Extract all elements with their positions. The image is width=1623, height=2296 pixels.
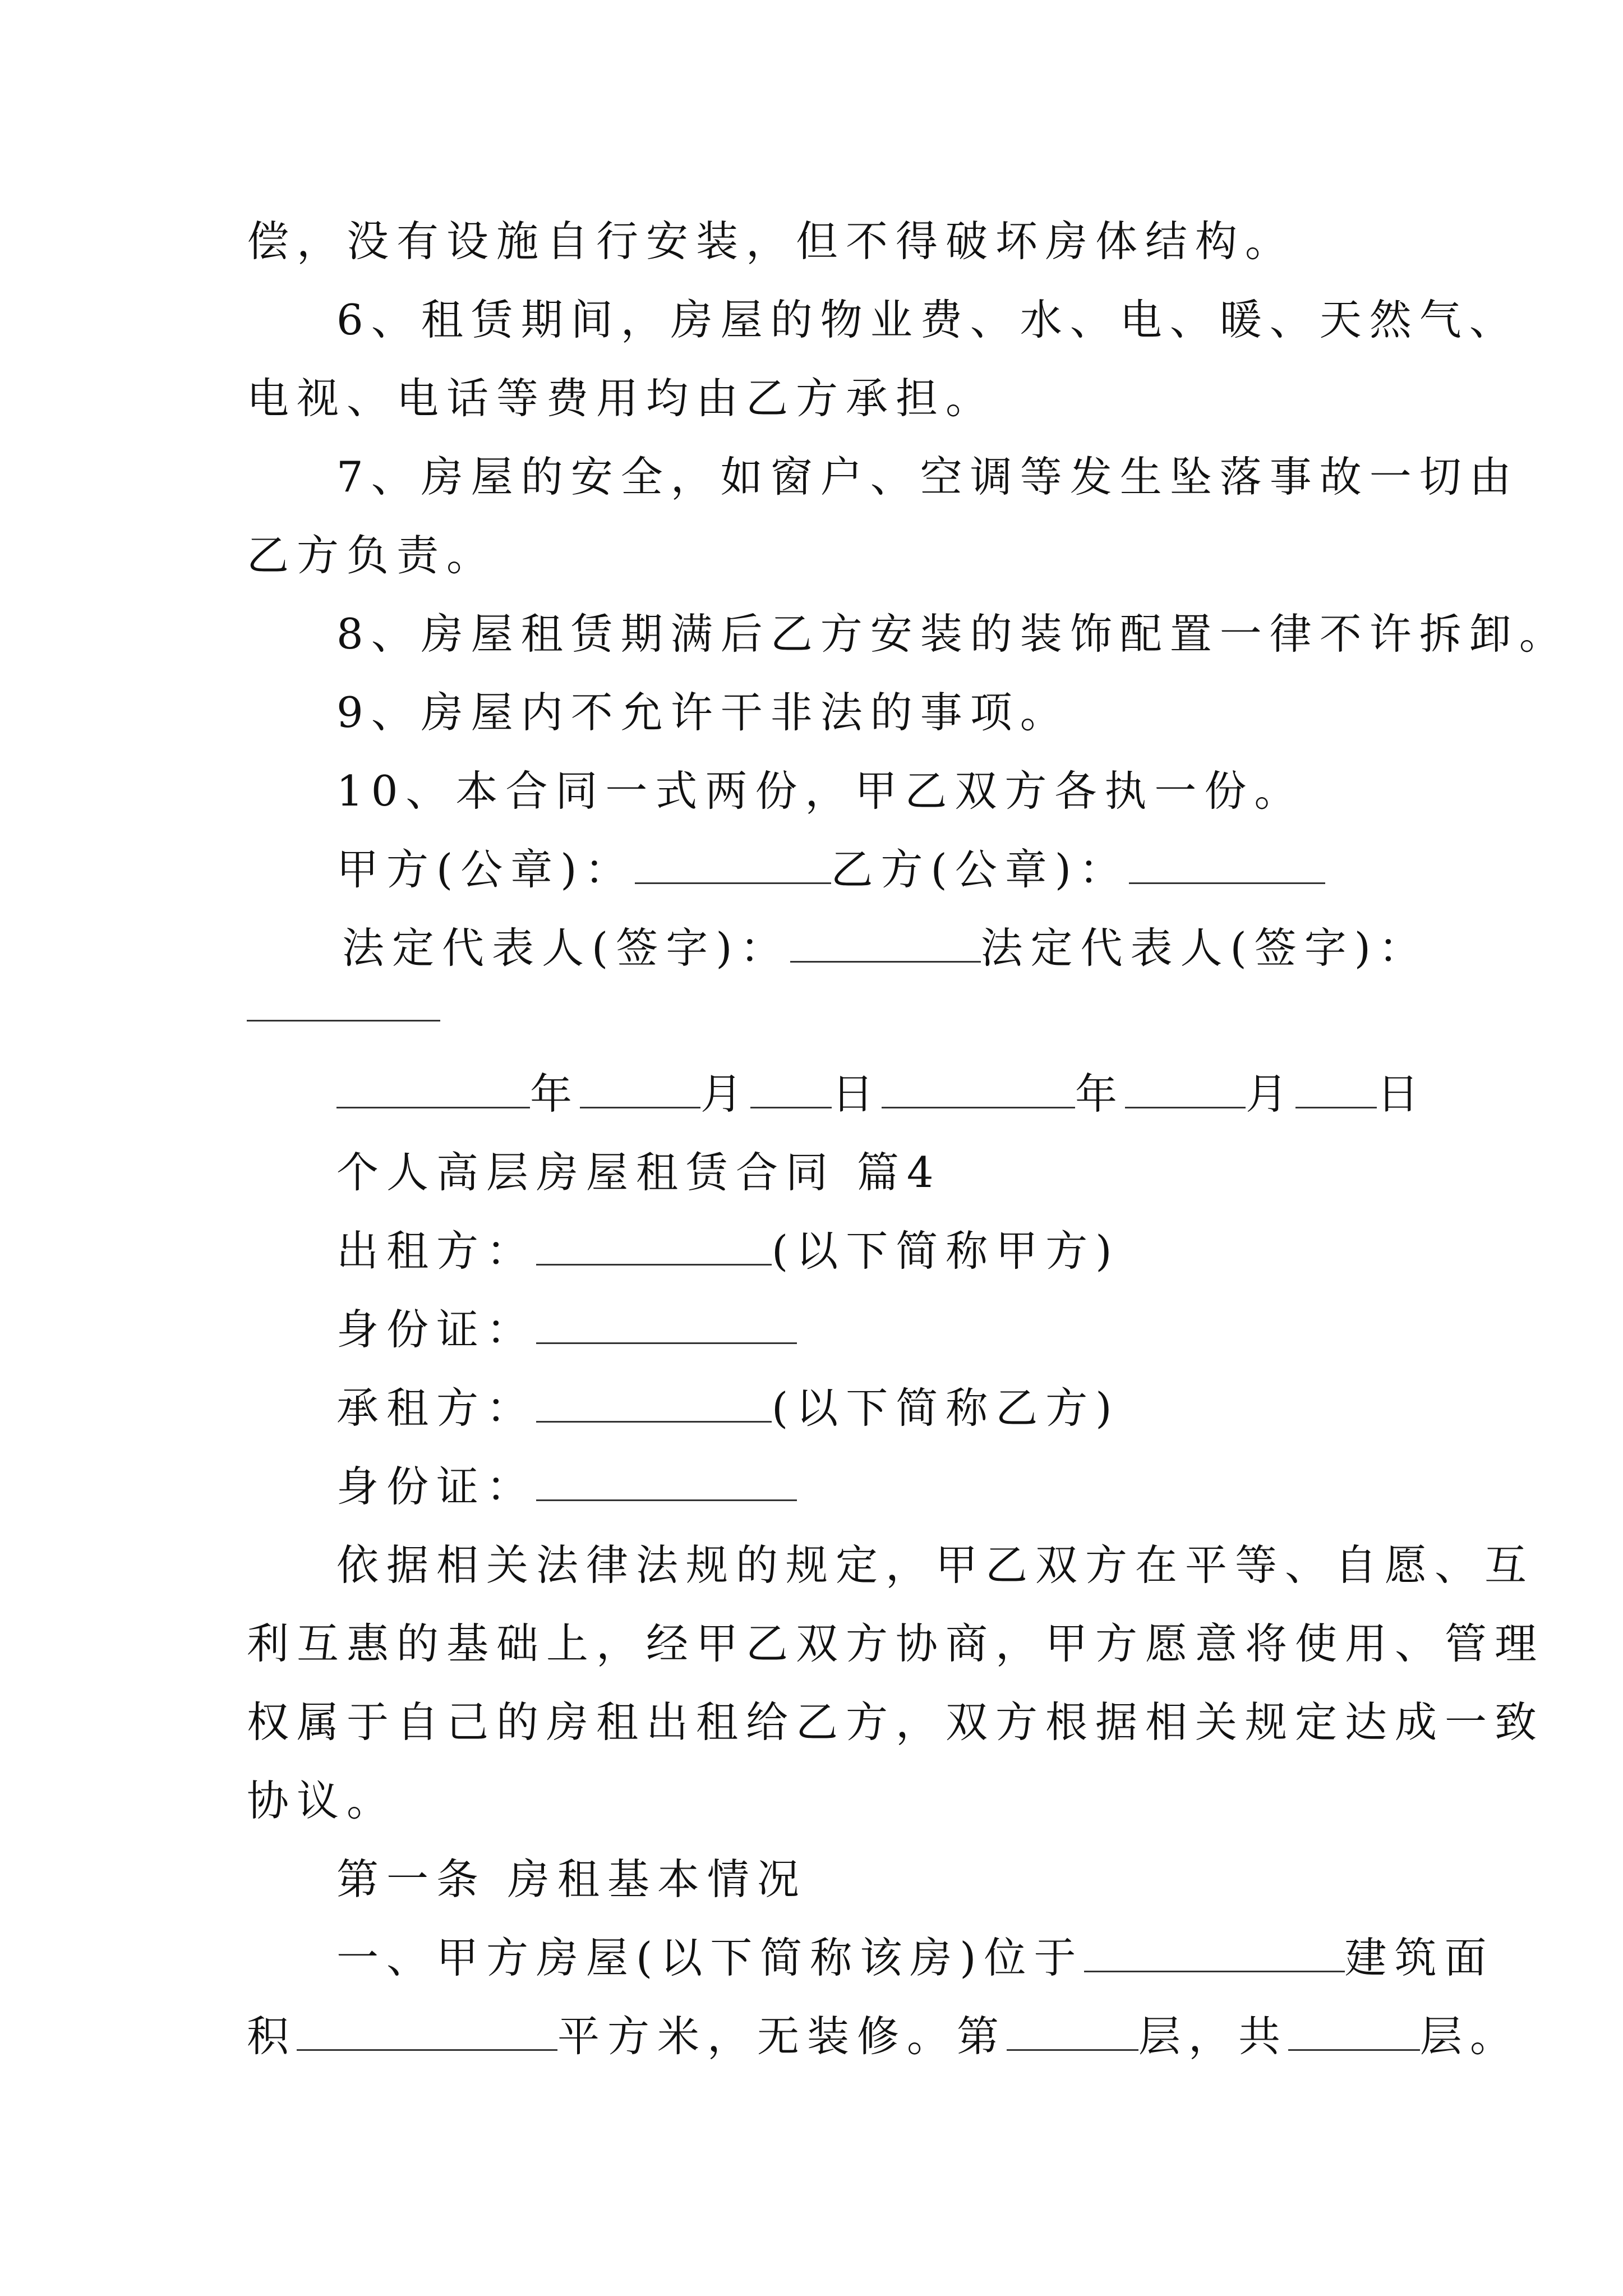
text: 7、房屋的安全，如窗户、空调等发生坠落事故一切由: [336, 452, 1519, 501]
text: 偿，没有设施自行安装，但不得破坏房体结构。: [247, 217, 1295, 266]
total-floors-blank[interactable]: [1288, 2014, 1420, 2051]
seal-line: [336, 841, 1325, 898]
lessee-blank[interactable]: [536, 1386, 772, 1423]
paragraph-line: [336, 606, 1569, 662]
area-unit: 平方米，无装修。第: [557, 2012, 1007, 2061]
year-blank[interactable]: [336, 1072, 530, 1108]
text: 9、房屋内不允许干非法的事项。: [336, 688, 1070, 737]
paragraph-line: [247, 1616, 1544, 1672]
party-b-rep-blank[interactable]: [247, 1020, 440, 1022]
day-label: 日: [1377, 1069, 1427, 1119]
text: 第一条 房租基本情况: [336, 1855, 807, 1904]
lessor-blank[interactable]: [536, 1229, 772, 1266]
party-a-rep-label: 法定代表人(签字)：: [342, 923, 790, 973]
floor-end: 层。: [1420, 2012, 1520, 2061]
paragraph-line: [336, 763, 1304, 819]
text: 6、租赁期间，房屋的物业费、水、电、暖、天然气、: [336, 295, 1519, 344]
month-blank[interactable]: [580, 1072, 700, 1108]
id-label: 身份证：: [336, 1305, 537, 1354]
signature-line: [342, 920, 1428, 976]
paragraph-line: [247, 370, 995, 426]
text: 协议。: [247, 1776, 397, 1825]
party-a-seal-label: 甲方(公章)：: [336, 845, 635, 894]
lessee-note: (以下简称乙方): [772, 1383, 1120, 1433]
month-label: 月: [700, 1069, 751, 1119]
party-b-seal-label: 乙方(公章)：: [831, 845, 1129, 894]
text: 利互惠的基础上，经甲乙双方协商，甲方愿意将使用、管理: [247, 1619, 1545, 1668]
year-label: 年: [530, 1069, 580, 1119]
month-blank[interactable]: [1125, 1072, 1246, 1108]
year-blank[interactable]: [882, 1072, 1075, 1108]
paragraph-line: [336, 1537, 1534, 1593]
area-line: [247, 2008, 1520, 2064]
area-label-2: 积: [247, 2012, 297, 2061]
lessee-id-blank[interactable]: [536, 1465, 797, 1501]
lessee-label: 承租方：: [336, 1383, 537, 1433]
paragraph-line: [247, 213, 1295, 269]
location-blank[interactable]: [1084, 1936, 1345, 1972]
location-label: 一、甲方房屋(以下简称该房)位于: [336, 1933, 1084, 1982]
article-heading: [336, 1851, 807, 1907]
paragraph-line: [247, 527, 496, 583]
lessor-note: (以下简称甲方): [772, 1226, 1120, 1276]
party-a-rep-blank[interactable]: [790, 926, 981, 963]
lessor-id-line: [336, 1301, 797, 1358]
text: 8、房屋租赁期满后乙方安装的装饰配置一律不许拆卸。: [336, 609, 1569, 659]
day-blank[interactable]: [1295, 1072, 1377, 1108]
lessor-line: [336, 1223, 1120, 1279]
text: 10、本合同一式两份，甲乙双方各执一份。: [336, 766, 1304, 816]
floor-label: 层，共: [1138, 2012, 1289, 2061]
paragraph-line: [336, 449, 1519, 505]
contract-title: 个人高层房屋租赁合同 篇4: [336, 1148, 942, 1197]
party-a-seal-blank[interactable]: [635, 848, 831, 884]
year-label: 年: [1075, 1069, 1126, 1119]
text: 电视、电话等费用均由乙方承担。: [247, 374, 996, 423]
area-blank[interactable]: [297, 2014, 557, 2051]
id-label: 身份证：: [336, 1462, 537, 1511]
day-blank[interactable]: [750, 1072, 832, 1108]
party-b-seal-blank[interactable]: [1129, 848, 1325, 884]
paragraph-line: [247, 1694, 1544, 1750]
floor-blank[interactable]: [1007, 2014, 1138, 2051]
text: 权属于自己的房租出租给乙方，双方根据相关规定达成一致: [247, 1697, 1545, 1747]
paragraph-line: [336, 292, 1519, 348]
location-line: [336, 1930, 1495, 1986]
lessor-id-blank[interactable]: [536, 1308, 797, 1344]
lessee-line: [336, 1380, 1120, 1436]
lessee-id-line: [336, 1458, 797, 1515]
section-title: [336, 1144, 942, 1200]
text: 依据相关法律法规的规定，甲乙双方在平等、自愿、互: [336, 1540, 1535, 1590]
area-label: 建筑面: [1344, 1933, 1495, 1982]
paragraph-line: [336, 684, 1070, 740]
party-b-rep-label: 法定代表人(签字)：: [980, 923, 1429, 973]
day-label: 日: [832, 1069, 882, 1119]
date-line: [336, 1066, 1427, 1122]
month-label: 月: [1246, 1069, 1296, 1119]
lessor-label: 出租方：: [336, 1226, 537, 1276]
text: 乙方负责。: [247, 531, 497, 580]
paragraph-line: [247, 1773, 396, 1829]
